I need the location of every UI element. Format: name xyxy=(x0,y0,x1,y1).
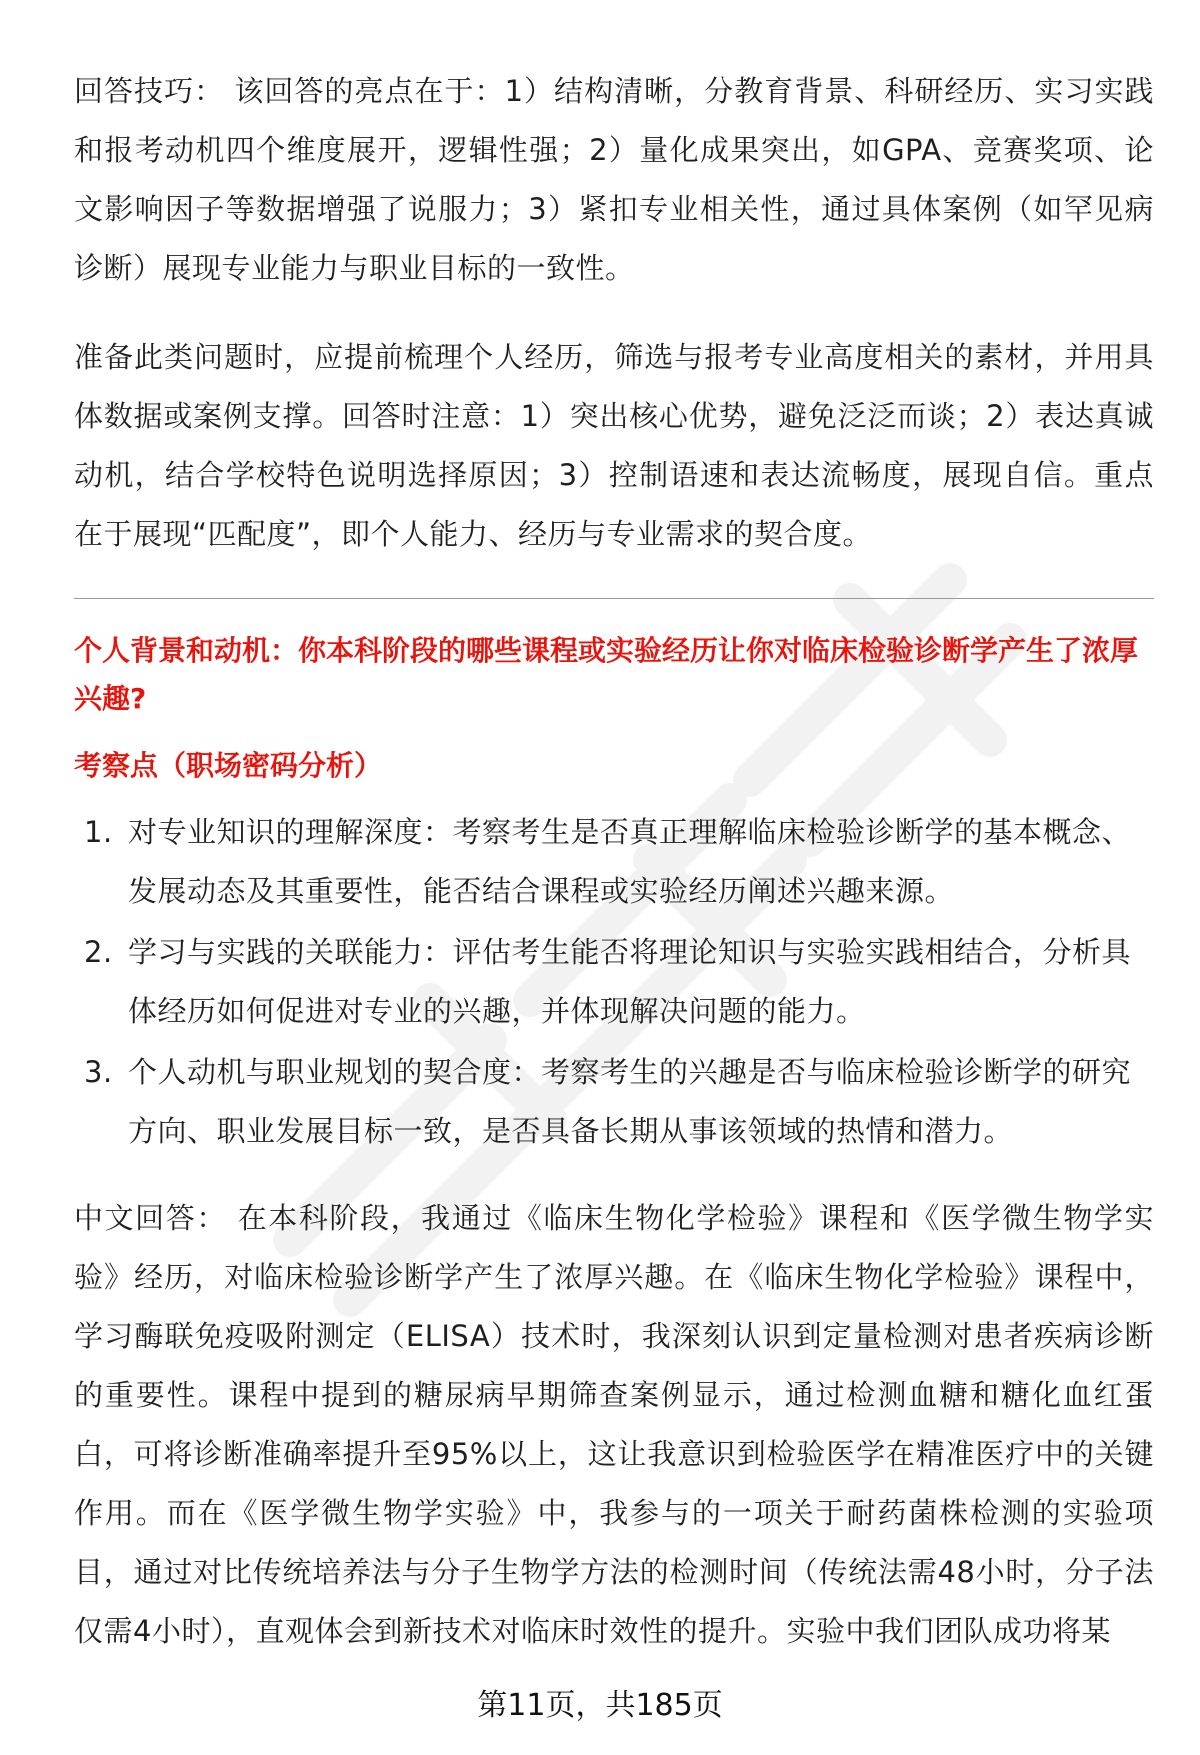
question-heading: 个人背景和动机：你本科阶段的哪些课程或实验经历让你对临床检验诊断学产生了浓厚兴趣? xyxy=(74,634,1139,715)
section-divider xyxy=(74,598,1154,599)
list-item-text: 学习与实践的关联能力：评估考生能否将理论知识与实验实践相结合，分析具体经历如何促进对专业的兴趣，并体现解决问题的能力。 xyxy=(128,935,1132,1028)
main-content xyxy=(74,62,1154,1661)
assessment-points-heading: 考察点（职场密码分析） xyxy=(74,749,383,782)
list-item-number: 3. xyxy=(84,1055,113,1089)
page-number-footer: 第11页，共185页 xyxy=(477,1688,723,1723)
list-item-text: 对专业知识的理解深度：考察考生是否真正理解临床检验诊断学的基本概念、发展动态及其重要性，能否结合课程或实验经历阐述兴趣来源。 xyxy=(128,815,1132,908)
list-item xyxy=(74,923,1154,1041)
assessment-points-list xyxy=(74,803,1154,1161)
list-item xyxy=(74,803,1154,921)
list-item-text: 个人动机与职业规划的契合度：考察考生的兴趣是否与临床检验诊断学的研究方向、职业发展目标一致，是否具备长期从事该领域的热情和潜力。 xyxy=(128,1055,1132,1148)
list-item xyxy=(74,1043,1154,1161)
list-item-number: 1. xyxy=(84,815,113,849)
chinese-answer-paragraph: 中文回答： 在本科阶段，我通过《临床生物化学检验》课程和《医学微生物学实验》经历，对临床检验诊断学产生了浓厚兴趣。在《临床生物化学检验》课程中，学习酶联免疫吸附测定（ELISA）技术时，我深刻认识到定量检测对患者疾病诊断的重要性。课程中提到的糖尿病早期筛查案例显示，通过检测血糖和糖化血红蛋白，可将诊断准确率提升至95%以上，这让我意识到检验医学在精准医疗中的关键作用。而在《医学微生物学实验》中，我参与的一项关于耐药菌株检测的实验项目，通过对比传统培养法与分子生物学方法的检测时间（传统法需48小时，分子法仅需4小时），直观体会到新技术对临床时效性的提升。实验中我们团队成功将某 xyxy=(74,1201,1154,1648)
list-item-number: 2. xyxy=(84,935,113,969)
preparation-paragraph: 准备此类问题时，应提前梳理个人经历，筛选与报考专业高度相关的素材，并用具体数据或案例支撑。回答时注意：1）突出核心优势，避免泛泛而谈；2）表达真诚动机，结合学校特色说明选择原因；3）控制语速和表达流畅度，展现自信。重点在于展现“匹配度”，即个人能力、经历与专业需求的契合度。 xyxy=(74,340,1154,551)
answer-tips-paragraph: 回答技巧： 该回答的亮点在于：1）结构清晰，分教育背景、科研经历、实习实践和报考动机四个维度展开，逻辑性强；2）量化成果突出，如GPA、竞赛奖项、论文影响因子等数据增强了说服力；3）紧扣专业相关性，通过具体案例（如罕见病诊断）展现专业能力与职业目标的一致性。 xyxy=(74,74,1154,285)
